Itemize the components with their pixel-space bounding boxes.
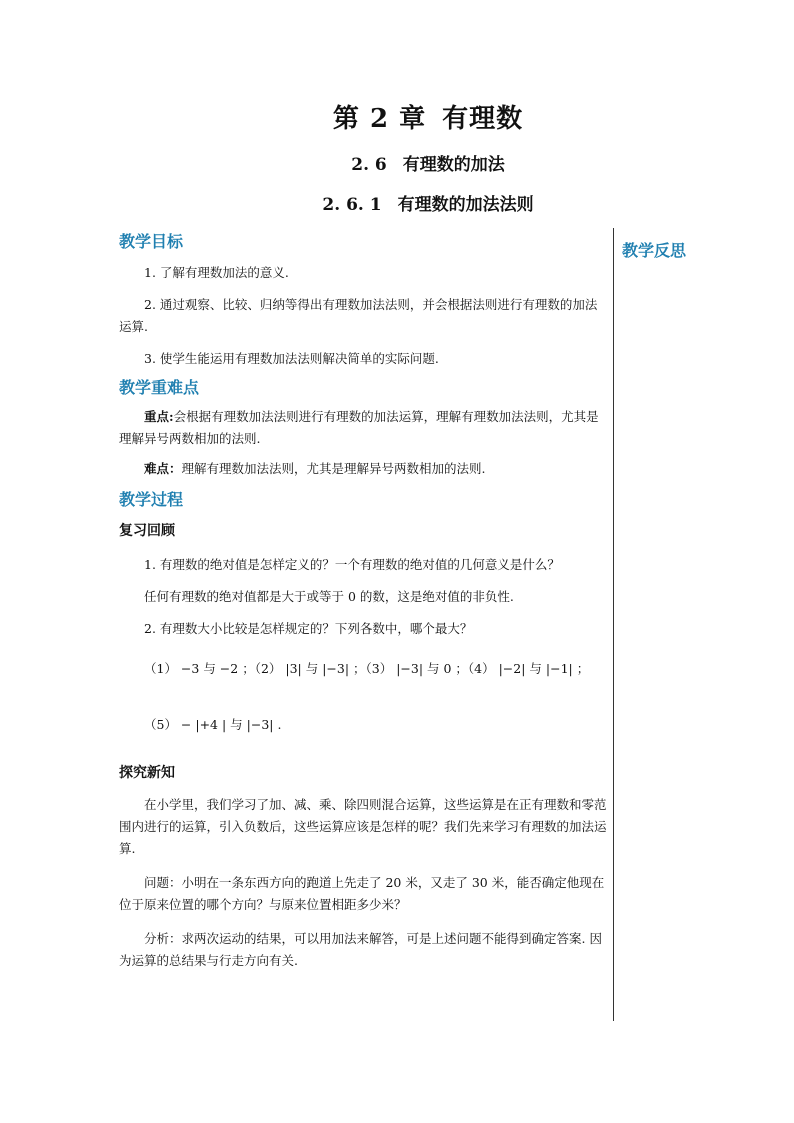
key-points-heading: 教学重难点	[119, 378, 200, 397]
difficult-point	[119, 458, 607, 480]
chapter-title	[250, 98, 606, 135]
review-question-1: 1. 有理数的绝对值是怎样定义的？一个有理数的绝对值的几何意义是什么？	[144, 557, 560, 572]
column-divider	[613, 228, 614, 1021]
key-point	[119, 406, 607, 450]
comparison-list-line-1: （1） −3 与 −2 ；（2） |3| 与 |−3| ；（3） |−3| 与 0 ；（4） |−2| 与 |−1| ；	[144, 661, 590, 676]
main-content	[119, 230, 607, 972]
review-heading: 复习回顾	[119, 523, 175, 539]
difficult-label: 难点：	[144, 461, 182, 476]
section-number: 2. 6	[351, 155, 387, 175]
goal-item: 2. 通过观察、比较、归纳等得出有理数加法法则，并会根据法则进行有理数的加法运算.	[119, 297, 598, 334]
key-text: 会根据有理数加法法则进行有理数的加法运算，理解有理数加法法则，尤其是理解异号两数相加的法则.	[119, 409, 599, 446]
teaching-reflection-heading: 教学反思	[622, 241, 687, 260]
explore-paragraph-1: 在小学里，我们学习了加、减、乘、除四则混合运算，这些运算是在正有理数和零范围内进行的运算，引入负数后，这些运算应该是怎样的呢？我们先来学习有理数的加法运算.	[119, 797, 607, 856]
subsection-title	[250, 190, 606, 215]
process-heading: 教学过程	[119, 490, 184, 509]
explore-paragraph-3: 分析：求两次运动的结果，可以用加法来解答，可是上述问题不能得到确定答案. 因为运算的总结果与行走方向有关.	[119, 931, 602, 968]
goals-heading: 教学目标	[119, 232, 184, 251]
difficult-text: 理解有理数加法法则，尤其是理解异号两数相加的法则.	[181, 461, 486, 476]
chapter-number: 第 2 章	[332, 104, 427, 134]
subsection-name: 有理数的加法法则	[397, 195, 534, 215]
comparison-list-line-2: （5） − |+4 | 与 |−3| .	[144, 717, 282, 732]
review-question-2: 2. 有理数大小比较是怎样规定的？下列各数中，哪个最大？	[144, 621, 473, 636]
chapter-name: 有理数	[442, 104, 524, 134]
subsection-number: 2. 6. 1	[322, 195, 382, 215]
section-title	[250, 150, 606, 175]
explore-heading: 探究新知	[119, 765, 175, 781]
goal-item: 3. 使学生能运用有理数加法法则解决简单的实际问题.	[144, 351, 439, 366]
review-answer-1: 任何有理数的绝对值都是大于或等于 0 的数，这是绝对值的非负性.	[144, 589, 514, 604]
explore-paragraph-2: 问题：小明在一条东西方向的跑道上先走了 20 米，又走了 30 米，能否确定他现在位于原来位置的哪个方向？与原来位置相距多少米？	[119, 875, 605, 912]
section-name: 有理数的加法	[402, 155, 505, 175]
key-label: 重点:	[144, 409, 174, 424]
goal-item: 1. 了解有理数加法的意义.	[144, 265, 289, 280]
